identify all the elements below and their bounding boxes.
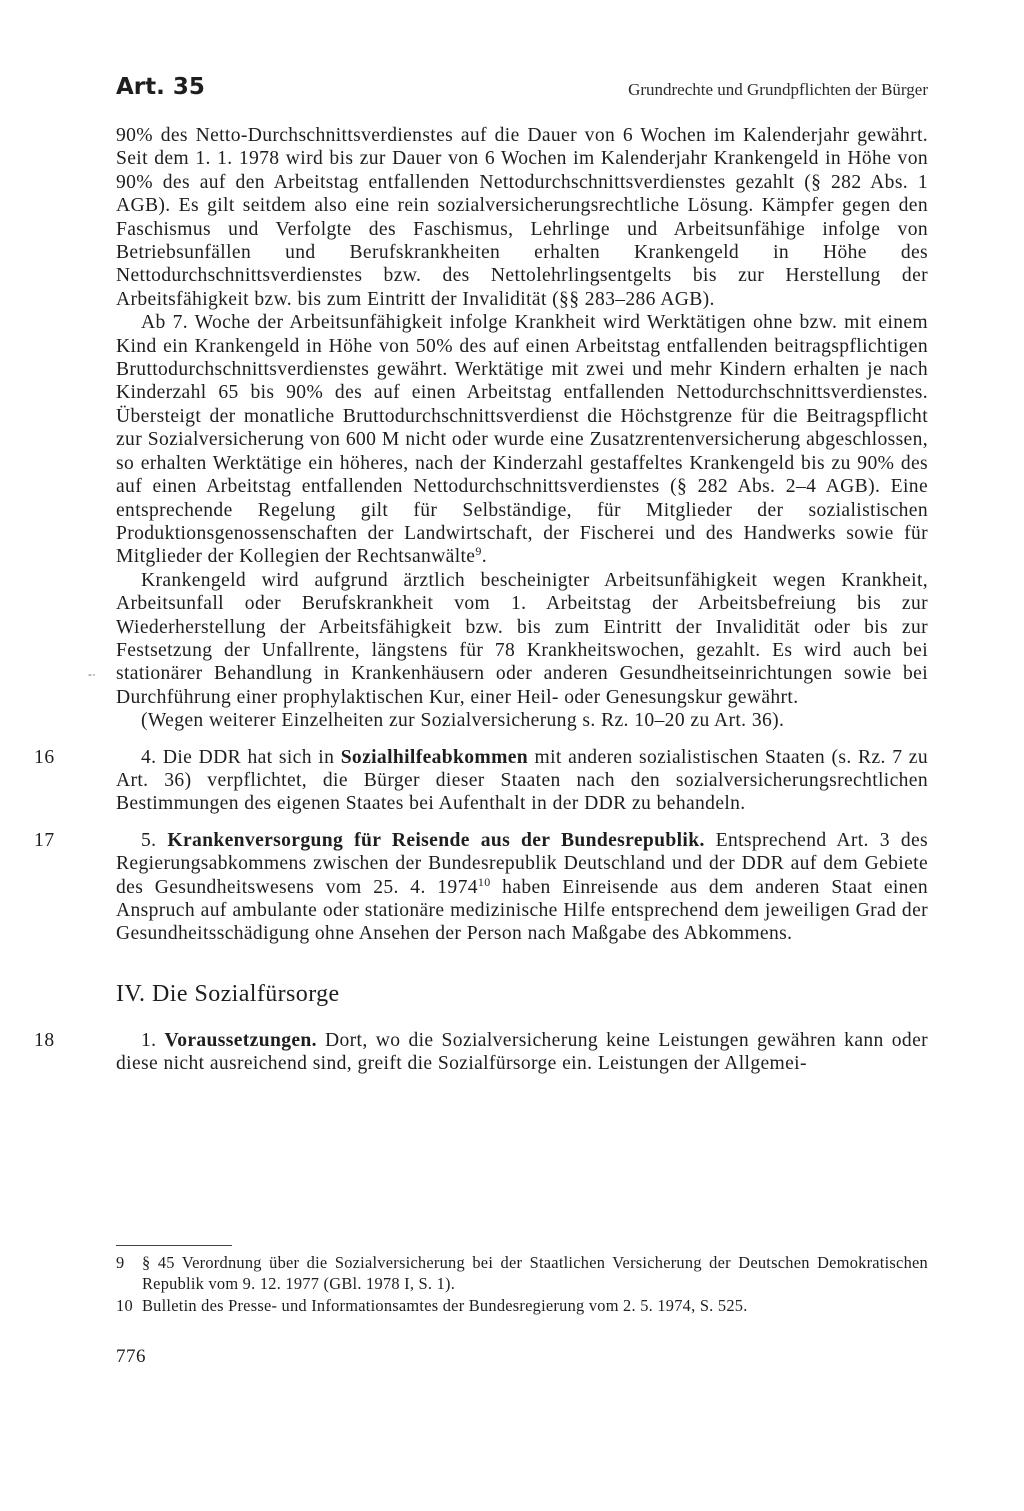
margin-number-18: 18 <box>34 1029 55 1051</box>
section-18-rest: Dort, wo die Sozialversicherung keine Leistungen gewähren kann oder diese nicht ausreichend sind, greift die Sozialfürsorge ein. Leistungen der Allgemei- <box>116 1029 928 1075</box>
running-title: Grundrechte und Grundpflichten der Bürger <box>628 80 928 99</box>
footnote-9 <box>116 1253 928 1294</box>
section-17-bold: Krankenversorgung für Reisende aus der Bundesrepublik. <box>167 829 705 851</box>
section-17 <box>34 829 928 946</box>
article-label: Art. 35 <box>116 74 205 100</box>
margin-mark: -· <box>88 667 96 681</box>
page-number: 776 <box>116 1346 146 1367</box>
footnotes <box>116 1253 928 1319</box>
section-16-rest: mit anderen sozialistischen Staaten (s. Rz. 7 zu Art. 36) verpflichtet, die Bürger dieser Staaten nach den sozialversicherungsrechtlichen Bestimmungen des eigenen Staates bei Aufenthalt in der DDR zu behandeln. <box>116 746 928 815</box>
margin-number-17: 17 <box>34 829 55 851</box>
section-16-bold: Sozialhilfeabkommen <box>340 746 529 768</box>
section-16 <box>34 746 928 816</box>
section-18 <box>34 1029 928 1076</box>
body-text <box>34 124 928 1076</box>
paragraph-2: Ab 7. Woche der Arbeitsunfähigkeit infolge Krankheit wird Werktätigen ohne bzw. mit einem Kind ein Krankengeld in Höhe von 50% des auf einen Arbeitstag entfallenden beitragspflichtigen Bruttodurchschnittsverdienstes gewährt. Werktätige mit zwei und mehr Kindern erhalten je nach Kinderzahl 65 bis 90% des auf einen Arbeitstag entfallenden Nettodurchschnittsverdienstes. Übersteigt der monatliche Bruttodurchschnittsverdienst die Höchstgrenze für die Beitragspflicht zur Sozialversicherung von 600 M nicht oder wurde eine Zusatzrentenversicherung abgeschlossen, so erhalten Werktätige ein höheres, nach der Kinderzahl gestaffeltes Krankengeld bis zu 90% des auf einen Arbeitstag entfallenden Nettodurchschnittsverdienstes (§ 282 Abs. 2–4 AGB). Eine entsprechende Regelung gilt für Selbständige, für Mitglieder der sozialistischen Produktionsgenossenschaften der Landwirtschaft, der Fischerei und des Handwerks sowie für Mitglieder der Kollegien der Rechtsanwälte$^9$. <box>116 312 928 568</box>
section-16-lead: 4. Die DDR hat sich in <box>141 746 341 768</box>
section-17-rest-before: Entsprechend Art. 3 des Regierungsabkommens zwischen der Bundesrepublik Deutschland und der DDR auf dem Gebiete des Gesundheitswesens vom 25. 4. 1974 <box>116 829 928 898</box>
paragraph-2-text: Ab 7. Woche der Arbeitsunfähigkeit infolge Krankheit wird Werktätigen ohne bzw. mit einem Kind ein Krankengeld in Höhe von 50% des auf einen Arbeitstag entfallenden beitragspflichtigen Bruttodurchschnittsverdienstes gewährt. Werktätige mit zwei und mehr Kindern erhalten je nach Kinderzahl 65 bis 90% des auf einen Arbeitstag entfallenden Nettodurchschnittsverdienstes. Übersteigt der monatliche Bruttodurchschnittsverdienst die Höchstgrenze für die Beitragspflicht zur Sozialversicherung von 600 M nicht oder wurde eine Zusatzrentenversicherung abgeschlossen, so erhalten Werktätige ein höheres, nach der Kinderzahl gestaffeltes Krankengeld bis zu 90% des auf einen Arbeitstag entfallenden Nettodurchschnittsverdienstes (§ 282 Abs. 2–4 AGB). Eine entsprechende Regelung gilt für Selbständige, für Mitglieder der sozialistischen Produktionsgenossenschaften der Landwirtschaft, der Fischerei und des Handwerks sowie für Mitglieder der Kollegien der Rechtsanwälte <box>116 312 928 568</box>
section-18-bold: Voraussetzungen. <box>164 1029 317 1051</box>
footnote-ref-9: 9 <box>475 544 482 559</box>
section-heading: IV. Die Sozialfürsorge <box>116 980 340 1007</box>
section-17-rest-after: haben Einreisende aus dem anderen Staat einen Anspruch auf ambulante oder stationäre medizinische Hilfe entsprechend dem jeweiligen Grad der Gesundheitsschädigung ohne Ansehen der Person nach Maßgabe des Abkommens. <box>116 876 928 945</box>
section-18-lead: 1. <box>141 1029 165 1051</box>
paragraph-3: Krankengeld wird aufgrund ärztlich bescheinigter Arbeitsunfähigkeit wegen Krankheit, Arbeitsunfall oder Berufskrankheit vom 1. Arbeitstag der Arbeitsbefreiung bis zur Wiederherstellung der Arbeitsfähigkeit bzw. bis zum Eintritt der Invalidität oder bis zur Festsetzung der Unfallrente, längstens für 78 Krankheitswochen, gezahlt. Es wird auch bei stationärer Behandlung in Krankenhäusern oder anderen Gesundheitseinrichtungen sowie bei Durchführung einer prophylaktischen Kur, einer Heil- oder Genesungskur gewährt. <box>116 569 928 708</box>
footnote-divider <box>116 1245 232 1246</box>
paragraph-4: (Wegen weiterer Einzelheiten zur Sozialversicherung s. Rz. 10–20 zu Art. 36). <box>141 710 785 732</box>
section-17-lead: 5. <box>141 829 168 851</box>
footnote-10 <box>116 1296 928 1317</box>
page-header <box>116 74 928 104</box>
footnote-number: 10 <box>116 1296 133 1316</box>
footnote-number: 9 <box>116 1253 125 1272</box>
footnote-text: Bulletin des Presse- und Informationsamtes der Bundesregierung vom 2. 5. 1974, S. 525. <box>142 1296 748 1316</box>
paragraph-1: 90% des Netto-Durchschnittsverdienstes auf die Dauer von 6 Wochen im Kalenderjahr gewährt. Seit dem 1. 1. 1978 wird bis zur Dauer von 6 Wochen im Kalenderjahr Krankengeld in Höhe von 90% des auf den Arbeitstag entfallenden Nettodurchschnittsverdienstes gezahlt (§ 282 Abs. 1 AGB). Es gilt seitdem also eine rein sozialversicherungsrechtliche Lösung. Kämpfer gegen den Faschismus und Verfolgte des Faschismus, Lehrlinge und Arbeitsunfähige infolge von Betriebsunfällen und Berufskrankheiten erhalten Krankengeld in Höhe des Nettodurchschnittsverdienstes bzw. des Nettolehrlingsentgelts bis zur Herstellung der Arbeitsfähigkeit bzw. bis zum Eintritt der Invalidität (§§ 283–286 AGB). <box>116 125 928 310</box>
footnote-text: § 45 Verordnung über die Sozialversicherung bei der Staatlichen Versicherung der Deutschen Demokratischen Republik vom 9. 12. 1977 (GBl. 1978 I, S. 1). <box>142 1253 928 1293</box>
footnote-ref-10: 10 <box>477 874 491 889</box>
margin-number-16: 16 <box>34 746 55 768</box>
